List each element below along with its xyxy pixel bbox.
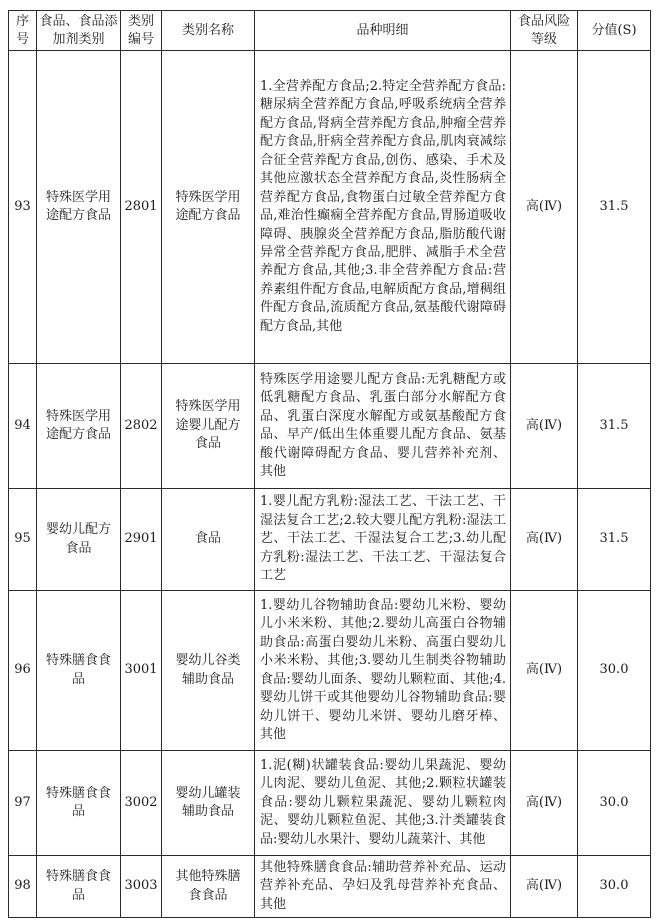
- table-header-row: [9, 11, 651, 51]
- header-seq: 序 号: [9, 11, 37, 51]
- cell-score: 31.5: [578, 364, 651, 489]
- cell-category: 特殊膳食食品: [37, 856, 121, 918]
- table-row: [9, 364, 651, 489]
- header-score: 分值(S): [578, 11, 651, 51]
- cell-detail: 其他特殊膳食食品:辅助营养补充品、运动营养补充品、孕妇及乳母营养补充食品、其他: [255, 856, 511, 918]
- cell-score: 31.5: [578, 489, 651, 591]
- cell-seq: 98: [9, 856, 37, 918]
- cell-category: 特殊医学用途配方食品: [37, 51, 121, 364]
- cell-category: 特殊医学用途配方食品: [37, 364, 121, 489]
- table-row: [9, 856, 651, 918]
- table-row: [9, 751, 651, 856]
- cell-name: 特殊医学用途配方食品: [162, 51, 255, 364]
- cell-name: 其他特殊膳食食品: [162, 856, 255, 918]
- cell-category: 特殊膳食食品: [37, 751, 121, 856]
- cell-code: 3002: [121, 751, 162, 856]
- cell-score: 30.0: [578, 751, 651, 856]
- header-name: 类别名称: [162, 11, 255, 51]
- cell-seq: 97: [9, 751, 37, 856]
- header-code: 类别编号: [121, 11, 162, 51]
- cell-code: 3003: [121, 856, 162, 918]
- cell-name: 特殊医学用途婴儿配方食品: [162, 364, 255, 489]
- cell-name: 婴幼儿罐装辅助食品: [162, 751, 255, 856]
- cell-name: 婴幼儿谷类辅助食品: [162, 591, 255, 751]
- cell-risk: 高(Ⅳ): [511, 364, 578, 489]
- cell-seq: 96: [9, 591, 37, 751]
- table-row: [9, 489, 651, 591]
- header-category: 食品、食品添加剂类别: [37, 11, 121, 51]
- cell-code: 2901: [121, 489, 162, 591]
- cell-detail: 1.婴儿配方乳粉:湿法工艺、干法工艺、干湿法复合工艺;2.较大婴儿配方乳粉:湿法工艺、干法工艺、干湿法复合工艺;3.幼儿配方乳粉:湿法工艺、干法工艺、干湿法复合工艺: [255, 489, 511, 591]
- cell-detail: 1.泥(糊)状罐装食品:婴幼儿果蔬泥、婴幼儿肉泥、婴幼儿鱼泥、其他;2.颗粒状罐装食品:婴幼儿颗粒果蔬泥、婴幼儿颗粒肉泥、婴幼儿颗粒鱼泥、其他;3.汁类罐装食品:婴幼儿水果汁、婴幼儿蔬菜汁、其他: [255, 751, 511, 856]
- food-risk-category-table: [8, 10, 651, 918]
- cell-code: 2802: [121, 364, 162, 489]
- cell-category: 特殊膳食食品: [37, 591, 121, 751]
- cell-seq: 94: [9, 364, 37, 489]
- cell-detail: 1.婴幼儿谷物辅助食品:婴幼儿米粉、婴幼儿小米米粉、其他;2.婴幼儿高蛋白谷物辅助食品:高蛋白婴幼儿米粉、高蛋白婴幼儿小米米粉、其他;3.婴幼儿生制类谷物辅助食品:婴幼儿面条、婴幼儿颗粒面、其他;4.婴幼儿饼干或其他婴幼儿谷物辅助食品:婴幼儿饼干、婴幼儿米饼、婴幼儿磨牙棒、其他: [255, 591, 511, 751]
- cell-detail: 1.全营养配方食品;2.特定全营养配方食品:糖尿病全营养配方食品,呼吸系统病全营养配方食品,肾病全营养配方食品,肿瘤全营养配方食品,肝病全营养配方食品,肌肉衰减综合征全营养配方食品,创伤、感染、手术及其他应激状态全营养配方食品,炎性肠病全营养配方食品,食物蛋白过敏全营养配方食品,难治性癫痫全营养配方食品,胃肠道吸收障碍、胰腺炎全营养配方食品,脂肪酸代谢异常全营养配方食品,肥胖、减脂手术全营养配方食品,其他;3.非全营养配方食品:营养素组件配方食品,电解质配方食品,增稠组件配方食品,流质配方食品,氨基酸代谢障碍配方食品,其他: [255, 51, 511, 364]
- cell-risk: 高(Ⅳ): [511, 591, 578, 751]
- cell-risk: 高(Ⅳ): [511, 751, 578, 856]
- header-risk: 食品风险等级: [511, 11, 578, 51]
- cell-code: 2801: [121, 51, 162, 364]
- cell-score: 30.0: [578, 591, 651, 751]
- header-detail: 品种明细: [255, 11, 511, 51]
- cell-risk: 高(Ⅳ): [511, 51, 578, 364]
- cell-score: 31.5: [578, 51, 651, 364]
- cell-category: 婴幼儿配方食品: [37, 489, 121, 591]
- table-row: [9, 591, 651, 751]
- cell-code: 3001: [121, 591, 162, 751]
- cell-name: 食品: [162, 489, 255, 591]
- cell-seq: 93: [9, 51, 37, 364]
- cell-score: 30.0: [578, 856, 651, 918]
- cell-seq: 95: [9, 489, 37, 591]
- cell-risk: 高(Ⅳ): [511, 856, 578, 918]
- table-row: [9, 51, 651, 364]
- cell-detail: 特殊医学用途婴儿配方食品:无乳糖配方或低乳糖配方食品、乳蛋白部分水解配方食品、乳蛋白深度水解配方或氨基酸配方食品、早产/低出生体重婴儿配方食品、氨基酸代谢障碍配方食品、婴儿营养补充剂、其他: [255, 364, 511, 489]
- cell-risk: 高(Ⅳ): [511, 489, 578, 591]
